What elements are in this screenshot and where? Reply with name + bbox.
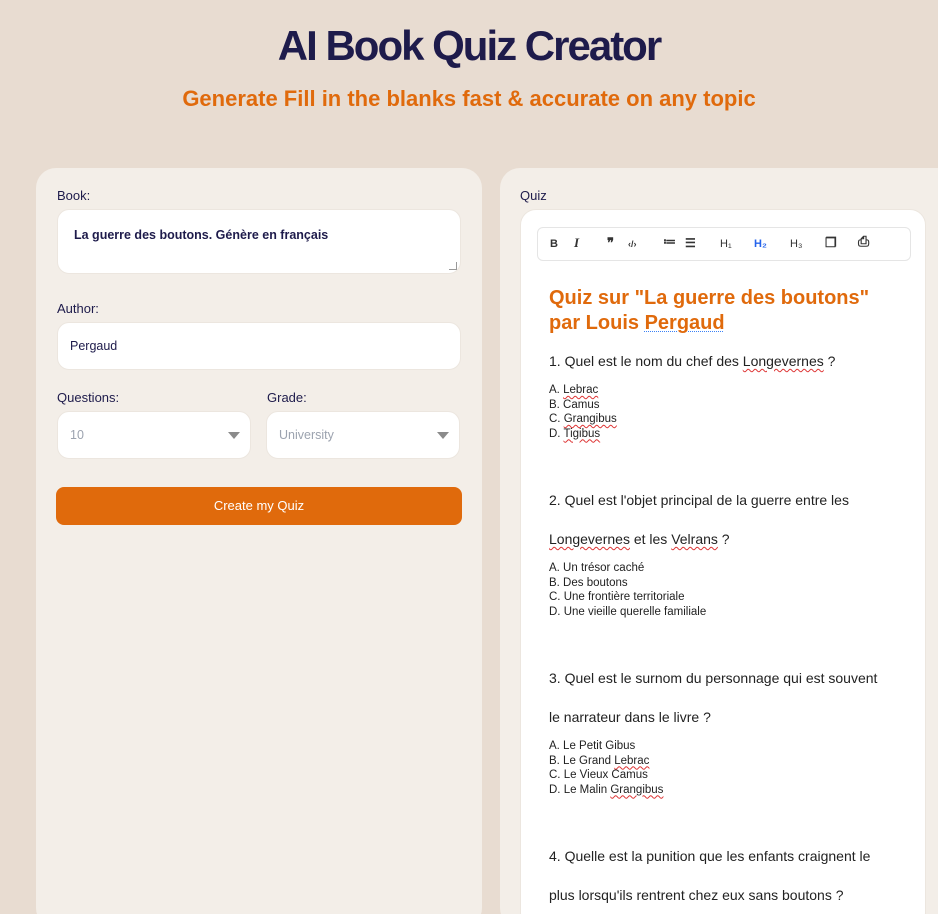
- page-title: AI Book Quiz Creator: [277, 22, 661, 69]
- question-text: plus lorsqu'ils rentrent chez eux sans boutons ?: [549, 887, 844, 903]
- option-text: Lebrac: [563, 384, 599, 396]
- questions-value: 10: [70, 428, 84, 442]
- option-text: Grangibus: [563, 413, 617, 425]
- option-text: Tigibus: [563, 427, 601, 440]
- grade-value: University: [279, 428, 334, 442]
- options-2: [549, 561, 909, 619]
- option-d: [549, 783, 909, 798]
- question-text: 3. Quel est le surnom du personnage qui est souvent: [549, 670, 878, 686]
- quiz-title: [549, 286, 909, 336]
- question-4: [549, 837, 909, 914]
- question-word: Longevernes: [549, 531, 630, 547]
- quiz-editor[interactable]: [520, 209, 926, 914]
- quote-icon[interactable]: ❞: [607, 235, 614, 250]
- resize-handle-icon[interactable]: [449, 262, 457, 270]
- heading3-icon[interactable]: H₃: [790, 238, 803, 250]
- book-textarea[interactable]: [57, 209, 461, 274]
- option-prefix: D.: [549, 427, 564, 440]
- grade-label: Grade:: [267, 390, 307, 405]
- grade-select[interactable]: [266, 411, 460, 459]
- option-c: C. Une frontière territoriale: [549, 591, 685, 603]
- question-word: et les: [629, 531, 672, 547]
- options-1: [549, 383, 909, 441]
- quiz-document[interactable]: [549, 286, 909, 914]
- option-b: B. Camus: [549, 398, 600, 411]
- option-b: B. Des boutons: [549, 576, 628, 589]
- copy-icon[interactable]: ❐: [825, 235, 837, 250]
- option-prefix: A.: [549, 384, 564, 396]
- option-d: [549, 427, 909, 442]
- book-value: La guerre des boutons. Génère en français: [74, 228, 329, 242]
- question-1: [549, 342, 909, 381]
- quiz-title-line2: par Louis: [549, 312, 645, 334]
- quiz-title-author: Pergaud: [644, 312, 725, 334]
- author-input[interactable]: [57, 322, 461, 370]
- chevron-down-icon: [437, 432, 449, 439]
- question-text: Longevernes: [742, 353, 824, 369]
- author-value: Pergaud: [70, 339, 118, 353]
- option-a: [549, 383, 909, 398]
- option-c: [549, 412, 909, 427]
- question-text: 2. Quel est l'objet principal de la guerre entre les: [549, 492, 849, 508]
- code-icon[interactable]: ‹/›: [628, 239, 637, 249]
- question-text: 4. Quelle est la punition que les enfants craignent le: [549, 848, 871, 864]
- option-prefix: B. Le Grand: [549, 754, 615, 767]
- quiz-title-line1: Quiz sur "La guerre des boutons": [549, 287, 870, 309]
- quiz-label: Quiz: [520, 188, 547, 203]
- create-quiz-button[interactable]: Create my Quiz: [56, 487, 462, 525]
- print-icon[interactable]: ⎙: [858, 233, 870, 249]
- option-c: C. Le Vieux Camus: [549, 769, 648, 781]
- page-subtitle: Generate Fill in the blanks fast & accurate on any topic: [182, 86, 756, 111]
- heading1-icon[interactable]: H₁: [720, 238, 732, 250]
- question-3: [549, 659, 909, 737]
- bold-icon[interactable]: B: [550, 238, 558, 250]
- question-2: [549, 481, 909, 559]
- option-prefix: C.: [549, 413, 564, 425]
- options-3: [549, 739, 909, 797]
- question-text: ?: [823, 353, 836, 369]
- option-prefix: D. Le Malin: [549, 783, 611, 796]
- question-text: 1. Quel est le nom du chef des: [549, 353, 743, 369]
- questions-select[interactable]: [57, 411, 251, 459]
- option-b: [549, 754, 909, 769]
- heading2-icon[interactable]: H₂: [754, 238, 767, 250]
- option-a: A. Un trésor caché: [549, 562, 645, 574]
- quiz-panel: [500, 168, 938, 914]
- option-a: A. Le Petit Gibus: [549, 740, 636, 752]
- book-label: Book:: [57, 188, 91, 203]
- chevron-down-icon: [228, 432, 240, 439]
- form-panel: [36, 168, 482, 914]
- option-text: Lebrac: [614, 754, 650, 767]
- author-label: Author:: [57, 301, 99, 316]
- question-text: le narrateur dans le livre ?: [549, 709, 711, 725]
- questions-label: Questions:: [57, 390, 120, 405]
- editor-toolbar: [537, 227, 911, 261]
- question-text: [549, 520, 909, 559]
- ordered-list-icon[interactable]: ≔: [663, 234, 676, 249]
- question-word: ?: [717, 531, 730, 547]
- bullet-list-icon[interactable]: ☰: [685, 236, 696, 250]
- option-text: Grangibus: [610, 783, 664, 796]
- option-d: D. Une vieille querelle familiale: [549, 605, 707, 618]
- italic-icon[interactable]: I: [574, 235, 580, 250]
- question-word: Velrans: [671, 531, 718, 547]
